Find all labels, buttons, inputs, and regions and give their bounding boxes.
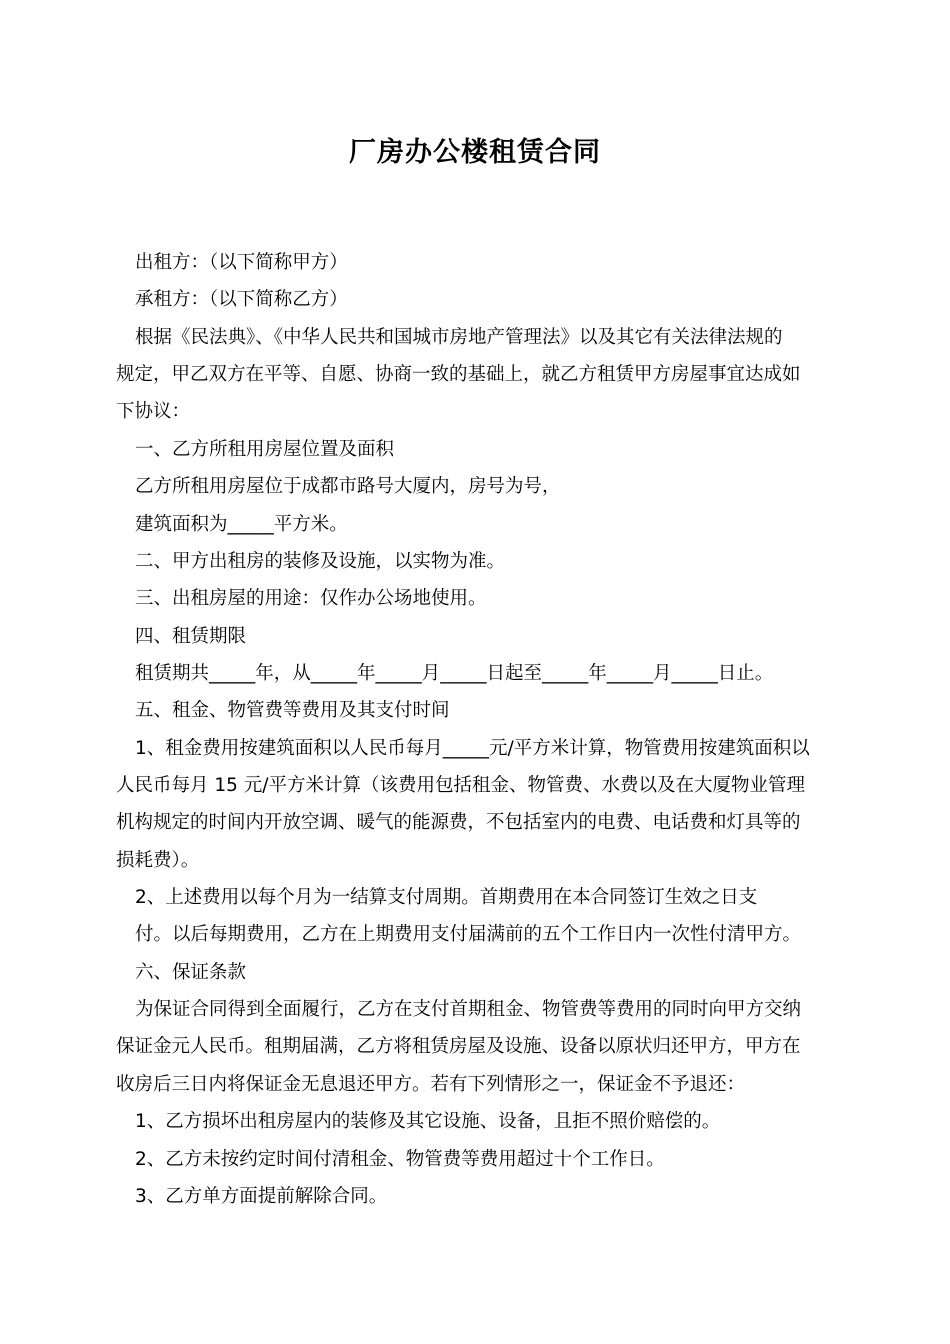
- paragraph-line: 机构规定的时间内开放空调、暖气的能源费，不包括室内的电费、电话费和灯具等的: [116, 812, 801, 833]
- paragraph-line: 2、上述费用以每个月为一结算支付周期。首期费用在本合同签订生效之日支: [135, 887, 758, 908]
- paragraph-line: 根据《民法典》、《中华人民共和国城市房地产管理法》以及其它有关法律法规的: [135, 327, 783, 348]
- paragraph-line: 规定，甲乙双方在平等、自愿、协商一致的基础上，就乙方租赁甲方房屋事宜达成如: [116, 364, 801, 385]
- paragraph-line: 1、租金费用按建筑面积以人民币每月_____元/平方米计算，物管费用按建筑面积以: [135, 738, 810, 759]
- section-heading: 五、租金、物管费等费用及其支付时间: [135, 700, 450, 721]
- lessor-line: 出租方：（以下简称甲方）: [135, 252, 348, 273]
- paragraph-line: 保证金元人民币。租期届满，乙方将租赁房屋及设施、设备以原状归还甲方，甲方在: [116, 1036, 801, 1057]
- document-title: 厂房办公楼租赁合同: [349, 137, 601, 168]
- section-heading: 一、乙方所租用房屋位置及面积: [135, 439, 395, 460]
- paragraph-line: 为保证合同得到全面履行，乙方在支付首期租金、物管费等费用的同时向甲方交纳: [135, 999, 802, 1020]
- paragraph-line: 收房后三日内将保证金无息退还甲方。若有下列情形之一，保证金不予退还：: [116, 1074, 746, 1095]
- paragraph-line: 付。以后每期费用，乙方在上期费用支付届满前的五个工作日内一次性付清甲方。: [135, 924, 802, 945]
- paragraph-line: 下协议：: [116, 401, 191, 422]
- paragraph-line: 租赁期共_____年，从_____年_____月_____日起至_____年_____月_____日止。: [135, 663, 774, 684]
- list-item: 1、乙方损坏出租房屋内的装修及其它设施、设备，且拒不照价赔偿的。: [135, 1111, 721, 1132]
- section-heading: 四、租赁期限: [135, 626, 247, 647]
- paragraph-line: 人民币每月 15 元/平方米计算（该费用包括租金、物管费、水费以及在大厦物业管理: [116, 775, 806, 796]
- list-item: 2、乙方未按约定时间付清租金、物管费等费用超过十个工作日。: [135, 1149, 665, 1170]
- list-item: 3、乙方单方面提前解除合同。: [135, 1186, 388, 1207]
- paragraph-line: 建筑面积为_____平方米。: [135, 514, 348, 535]
- paragraph-line: 乙方所租用房屋位于成都市路号大厦内，房号为号，: [135, 476, 561, 497]
- lessee-line: 承租方：（以下简称乙方）: [135, 289, 348, 310]
- section-heading: 六、保证条款: [135, 962, 247, 983]
- paragraph-line: 损耗费）。: [116, 850, 200, 871]
- section-heading: 三、出租房屋的用途：仅作办公场地使用。: [135, 588, 487, 609]
- section-heading: 二、甲方出租房的装修及设施，以实物为准。: [135, 551, 506, 572]
